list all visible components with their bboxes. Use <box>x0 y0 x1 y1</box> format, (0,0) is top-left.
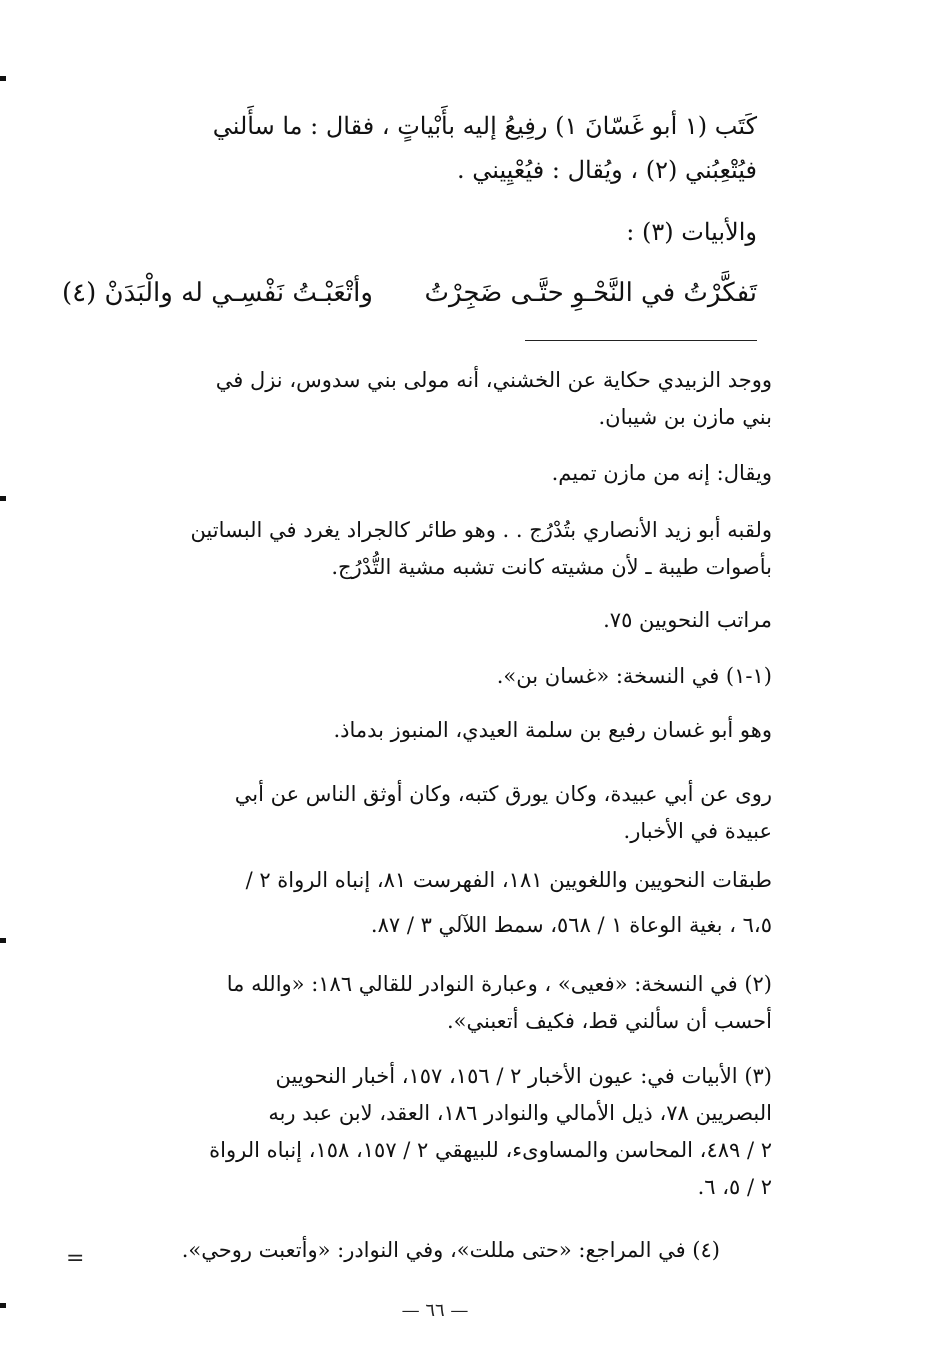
footnote-line: ٢ / ٤٨٩، المحاسن والمساوىء، للبيهقي ٢ / ١٥٧، ١٥٨، إنباه الرواة <box>209 1138 772 1162</box>
continuation-mark: = <box>66 1246 85 1271</box>
edge-mark <box>0 938 6 943</box>
footnote-line: ويقال: إنه من مازن تميم. <box>551 461 772 485</box>
verses-heading: والأبيات (٣) : <box>626 218 757 246</box>
footnote-line: بأصوات طيبة ـ لأن مشيته كانت تشبه مشية التُّدْرُج. <box>331 555 772 579</box>
main-text-line-2: فيُتْعِبُني (٢) ، ويُقال : فيُعْيِيني . <box>456 156 757 184</box>
main-text-line-1: كَتَب (١ أبو غَسّانَ ١) رفِيعُ إليه بأَبْياتٍ ، فقال : ما سأَلني <box>212 112 757 140</box>
edge-mark <box>0 76 6 81</box>
verse-first-hemistich: تَفكَّرْتُ في النَّحْـوِ حتَّـى ضَجِرْتُ <box>424 278 757 308</box>
page-number: — ٦٦ — <box>401 1300 469 1321</box>
footnote-line: مراتب النحويين ٧٥. <box>603 608 772 632</box>
footnote-line: ولقبه أبو زيد الأنصاري بتُدْرُج . . وهو طائر كالجراد يغرد في البساتين <box>190 518 772 542</box>
edge-mark <box>0 1303 6 1308</box>
footnote-line: ٢ / ٥، ٦. <box>697 1175 772 1199</box>
verse-line <box>62 268 757 318</box>
footnote-line: (٢) في النسخة: «فعيى» ، وعبارة النوادر للقالي ١٨٦: «والله ما <box>226 972 772 996</box>
footnote-line: (٤) في المراجع: «حتى مللت»، وفي النوادر: «وأتعبت روحي». <box>181 1238 720 1262</box>
footnote-line: ووجد الزبيدي حكاية عن الخشني، أنه مولى بني سدوس، نزل في <box>215 368 772 392</box>
edge-mark <box>0 496 6 501</box>
footnote-line: أحسب أن سألني قط، فكيف أتعبني». <box>446 1009 772 1033</box>
footnote-line: ٦،٥ ، بغية الوعاة ١ / ٥٦٨، سمط اللآلي ٣ / ٨٧. <box>370 913 772 937</box>
verse-second-hemistich: وأتْعَبْـتُ نَفْسِـي له والْبَدَنْ (٤) <box>62 278 373 308</box>
footnote-line: طبقات النحويين واللغويين ١٨١، الفهرست ٨١، إنباه الرواة ٢ / <box>245 868 772 892</box>
footnote-line: البصريين ٧٨، ذيل الأمالي والنوادر ١٨٦، العقد، لابن عبد ربه <box>268 1101 772 1125</box>
footnote-line: وهو أبو غسان رفيع بن سلمة العيدي، المنبوز بدماذ. <box>333 718 772 742</box>
footnote-line: عبيدة في الأخبار. <box>623 819 772 843</box>
footnote-line: (١-١) في النسخة: «غسان بن». <box>496 664 772 688</box>
footnote-separator <box>525 340 757 341</box>
footnote-line: بني مازن بن شيبان. <box>598 405 772 429</box>
footnote-line: (٣) الأبيات في: عيون الأخبار ٢ / ١٥٦، ١٥٧، أخبار النحويين <box>275 1064 772 1088</box>
footnote-line: روى عن أبي عبيدة، وكان يورق كتبه، وكان أوثق الناس عن أبي <box>234 782 772 806</box>
